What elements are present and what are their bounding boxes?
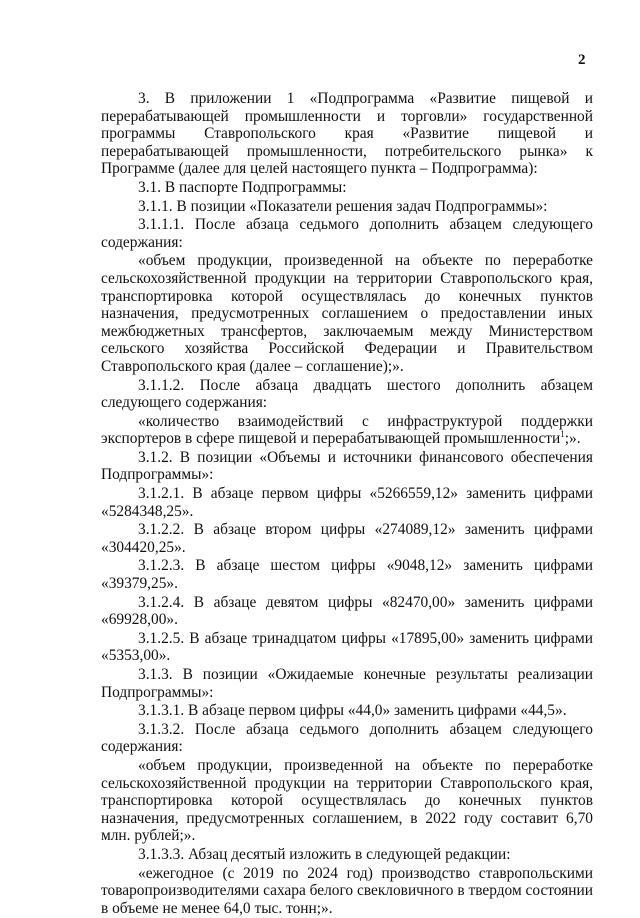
paragraph-item-3-1-2-3: 3.1.2.3. В абзаце шестом цифры «9048,12» заменить цифрами «39379,25».: [101, 557, 593, 593]
paragraph-quote-export: [101, 413, 593, 448]
paragraph-item-3-1-1: 3.1.1. В позиции «Показатели решения задач Подпрограммы»:: [138, 197, 548, 215]
paragraph-item-3-1-1-1: 3.1.1.1. После абзаца седьмого дополнить абзацем следующего содержания:: [101, 216, 593, 251]
paragraph-item-3-1: 3.1. В паспорте Подпрограммы:: [138, 178, 347, 196]
paragraph-quote-volume: «объем продукции, произведенной на объекте по переработке сельскохозяйственной продукции на территории Ставропольского края, транспортировка которой осуществлялась до конечных пунктов назначения, предусмотренных соглашением о предоставлении иных межбюджетных трансфертов, заключаемым между Министерством сельского хозяйства Российской Федерации и Правительством Ставропольского края (далее – соглашение);».: [101, 252, 593, 375]
paragraph-quote-volume-2022: «объем продукции, произведенной на объекте по переработке сельскохозяйственной продукции на территории Ставропольского края, транспортировка которой осуществлялась до конечных пунктов назначения, предусмотренных соглашением, в 2022 году составит 6,70 млн. рублей;».: [101, 756, 593, 845]
paragraph-item-3-1-1-2: 3.1.1.2. После абзаца двадцать шестого дополнить абзацем следующего содержания:: [101, 376, 593, 412]
paragraph-item-3: 3. В приложении 1 «Подпрограмма «Развитие пищевой и перерабатывающей промышленности и торговли» государственной программы Ставропольского края «Развитие пищевой и перерабатывающей промышленности, потребительского рынка» к Программе (далее для целей настоящего пункта – Подпрограмма):: [101, 90, 593, 178]
export-tail: ;».: [564, 430, 581, 448]
paragraph-item-3-1-3-1: 3.1.3.1. В абзаце первом цифры «44,0» заменить цифрами «44,5».: [138, 702, 567, 720]
paragraph-item-3-1-2-2: 3.1.2.2. В абзаце втором цифры «274089,12» заменить цифрами «304420,25».: [101, 521, 593, 556]
document-body: [101, 90, 593, 918]
footnote-marker: 1: [560, 429, 565, 440]
export-text: «количество взаимодействий с инфраструктурой поддержки экспортеров в сфере пищевой и перерабатывающей промышленности: [101, 412, 593, 448]
paragraph-item-3-1-3-2: 3.1.3.2. После абзаца седьмого дополнить абзацем следующего содержания:: [101, 720, 593, 756]
paragraph-quote-sugar: «ежегодное (с 2019 по 2024 год) производство ставропольскими товаропроизводителями сахара белого свекловичного в твердом состоянии в объеме не менее 64,0 тыс. тонн;».: [101, 864, 593, 917]
paragraph-item-3-1-3-3: 3.1.3.3. Абзац десятый изложить в следующей редакции:: [138, 845, 511, 863]
paragraph-item-3-1-2: 3.1.2. В позиции «Объемы и источники финансового обеспечения Подпрограммы»:: [101, 448, 593, 484]
page-number: 2: [578, 52, 586, 68]
paragraph-item-3-1-2-5: 3.1.2.5. В абзаце тринадцатом цифры «17895,00» заменить цифрами «5353,00».: [101, 629, 593, 665]
paragraph-item-3-1-3: 3.1.3. В позиции «Ожидаемые конечные результаты реализации Подпрограммы»:: [101, 666, 593, 701]
paragraph-item-3-1-2-4: 3.1.2.4. В абзаце девятом цифры «82470,00» заменить цифрами «69928,00».: [101, 593, 593, 629]
paragraph-item-3-1-2-1: 3.1.2.1. В абзаце первом цифры «5266559,12» заменить цифрами «5284348,25».: [101, 485, 593, 520]
